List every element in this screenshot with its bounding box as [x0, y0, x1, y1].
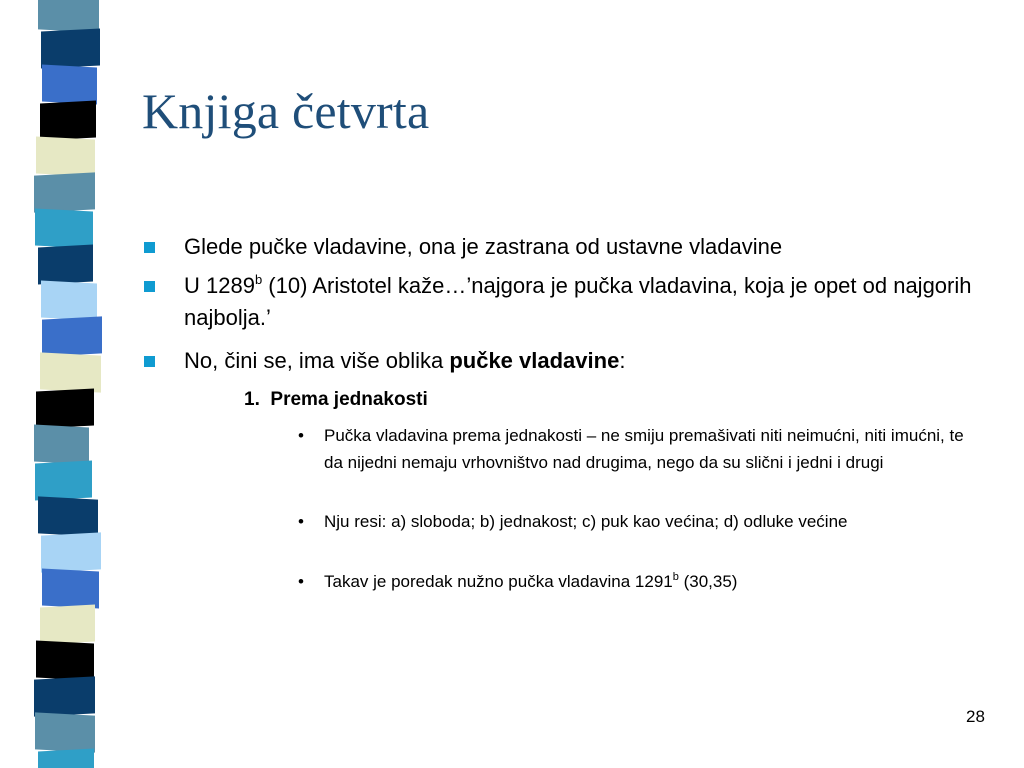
bullet-text-bold: pučke vladavine [449, 348, 620, 373]
sub-bullet-text: Pučka vladavina prema jednakosti – ne smiju premašivati niti neimućni, niti imućni, te da nijedni nemaju vrhovništvo nad drugima, nego da su slični i jedni i drugi [324, 426, 964, 472]
stripe-segment [40, 605, 95, 645]
sub-bullet-item-1 [298, 422, 974, 476]
bullet-text-post: (10) Aristotel kaže…’najgora je pučka vladavina, koja je opet od najgorih najbolja.’ [184, 273, 972, 330]
dot-bullet-icon: • [298, 426, 304, 445]
stripe-segments [0, 0, 118, 768]
stripe-segment [38, 496, 98, 536]
stripe-segment [34, 172, 95, 212]
bullet-text-pre: No, čini se, ima više oblika [184, 348, 450, 373]
sub-bullet-text-post: (30,35) [678, 572, 738, 591]
stripe-segment [42, 316, 102, 356]
stripe-segment [35, 712, 95, 752]
bullet-item-2 [184, 270, 984, 334]
item-number: 1. [244, 389, 260, 410]
sub-bullet-text: Nju resi: a) sloboda; b) jednakost; c) puk kao većina; d) odluke većine [324, 512, 848, 531]
decorative-stripe [0, 0, 118, 768]
bullet-text: Glede pučke vladavine, ona je zastrana od ustavne vladavine [184, 234, 783, 259]
numbered-text: Prema jednakosti [270, 389, 428, 410]
stripe-segment [38, 0, 99, 33]
sub-bullet-item-2 [298, 508, 974, 535]
sub-bullet-text-pre: Takav je poredak nužno pučka vladavina 1291 [324, 572, 673, 591]
bullet-text-post: : [619, 348, 626, 373]
stripe-segment [34, 425, 89, 465]
superscript: b [254, 272, 263, 287]
stripe-segment [41, 281, 97, 321]
sub-bullet-item-3 [298, 568, 974, 595]
stripe-segment [38, 245, 93, 285]
square-bullet-icon [144, 242, 155, 253]
stripe-segment [36, 388, 94, 428]
dot-bullet-icon: • [298, 572, 304, 591]
dot-bullet-icon: • [298, 512, 304, 531]
stripe-segment [40, 352, 101, 392]
stripe-segment [41, 28, 100, 68]
square-bullet-icon [144, 281, 155, 292]
numbered-item [244, 389, 428, 411]
stripe-segment [41, 532, 101, 572]
superscript: b [672, 571, 679, 583]
bullet-item-3 [184, 345, 984, 377]
square-bullet-icon [144, 356, 155, 367]
stripe-segment [34, 676, 95, 716]
stripe-segment [42, 65, 97, 105]
stripe-segment [36, 640, 94, 680]
stripe-segment [35, 461, 92, 501]
stripe-segment [35, 208, 93, 248]
slide-title: Knjiga četvrta [142, 83, 430, 139]
stripe-segment [40, 101, 96, 141]
page-number: 28 [966, 707, 985, 726]
stripe-segment [42, 569, 99, 609]
stripe-segment [36, 136, 95, 176]
bullet-text-pre: U 1289 [184, 273, 255, 298]
stripe-segment [38, 749, 94, 768]
bullet-item-1 [184, 231, 984, 263]
